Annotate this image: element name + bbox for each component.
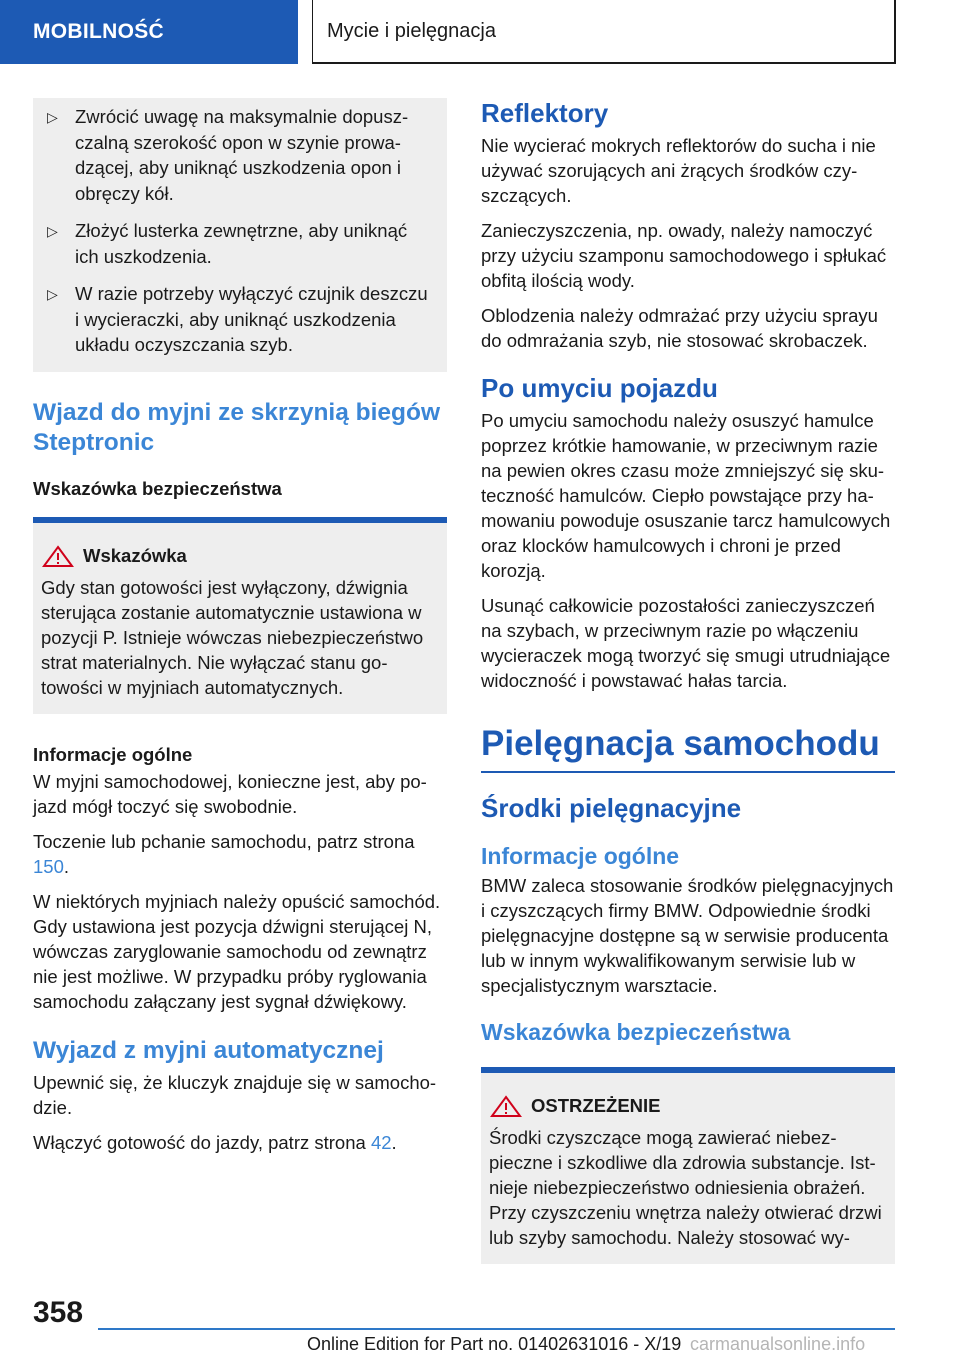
exit-paragraph-1: Upewnić się, że kluczyk znajduje się w samochodzie. xyxy=(33,1071,437,1118)
headlights-paragraph-3: Oblodzenia należy odmrażać przy użyciu sprayu do odmrażania szyb, nie stosować skrobaczek. xyxy=(481,305,878,351)
heading-safety-note: Wskazówka bezpieczeństwa xyxy=(481,1019,791,1045)
triangle-bullet-icon: ▷ xyxy=(47,109,58,125)
list-item-text: W razie potrzeby wyłączyć czujnik deszczu i wycieraczki, aby uniknąć uszkodzenia układu oczyszczania szyb. xyxy=(75,283,428,355)
triangle-bullet-icon: ▷ xyxy=(47,223,58,239)
exit-paragraph-2 xyxy=(33,1130,447,1155)
care-products-paragraph: BMW zaleca stosowanie środków pielęgnacyjnych i czyszczących firmy BMW. Odpowiednie środki pielęgnacyjne dostępne są w serwisie producenta lub w innym wykwalifikowanym serwisie lub w specjalistycznym warsztacie. xyxy=(481,875,894,996)
warning-title-row xyxy=(489,1095,887,1117)
footer-divider xyxy=(98,1328,895,1330)
notice-box xyxy=(33,517,447,714)
heading-exit-wash: Wyjazd z myjni automatycznej xyxy=(33,1036,384,1064)
right-column xyxy=(481,98,895,1264)
after-wash-paragraph-2: Usunąć całkowicie pozostałości zanieczyszczeń na szybach, w przeciwnym razie po włączeniu wycieraczek mogą tworzyć się smugi utrudniające widoczność i powstawać hałas tarcia. xyxy=(481,595,891,691)
page-number: 358 xyxy=(33,1296,84,1329)
notice-text: Gdy stan gotowości jest wyłączony, dźwignia sterująca zostanie automatycznie ustawiona w pozycji P. Istnieje wówczas niebezpieczeństwo strat materialnych. Nie wyłączać stanu gotowości w myjniach automatycznych. xyxy=(41,576,424,698)
safety-label: Wskazówka bezpieczeństwa xyxy=(33,477,282,499)
warning-triangle-icon xyxy=(489,1095,523,1117)
section-tab[interactable]: MOBILNOŚĆ xyxy=(0,0,298,64)
headlights-paragraph-1: Nie wycierać mokrych reflektorów do sucha i nie używać szorujących ani żrących środków czyszczących. xyxy=(481,135,876,206)
list-item xyxy=(47,104,433,206)
triangle-bullet-icon: ▷ xyxy=(47,286,58,302)
watermark: carmanualsonline.info xyxy=(690,1334,866,1354)
heading-underline xyxy=(481,771,895,773)
exit-paragraph-2-end: . xyxy=(391,1131,397,1153)
heading-car-care: Pielęgnacja samochodu xyxy=(481,724,880,763)
heading-general-info: Informacje ogólne xyxy=(481,843,680,869)
heading-steptronic: Wjazd do myjni ze skrzynią biegów Steptronic xyxy=(33,398,441,456)
warning-triangle-icon xyxy=(41,545,75,567)
heading-care-products: Środki pielęgnacyjne xyxy=(481,793,742,823)
list-item xyxy=(47,218,433,269)
notice-title-row xyxy=(41,545,439,567)
general-paragraph-1: W myjni samochodowej, konieczne jest, aby pojazd mógł toczyć się swobodnie. xyxy=(33,770,427,817)
heading-after-wash: Po umyciu pojazdu xyxy=(481,373,718,403)
footer-edition: Online Edition for Part no. 01402631016 - X/19 xyxy=(307,1334,682,1354)
warning-text: Środki czyszczące mogą zawierać niebezpieczne i szkodliwe dla zdrowia substancje. Istnieje niebezpieczeństwo odniesienia obrażeń. Przy czyszczeniu wnętrza należy otwierać drzwi lub szyby samochodu. Należy stosować wy- xyxy=(489,1127,882,1248)
exit-paragraph-2-text: Włączyć gotowość do jazdy, patrz strona xyxy=(33,1131,371,1153)
headlights-paragraph-2: Zanieczyszczenia, np. owady, należy namoczyć przy użyciu szamponu samochodowego i spłukać obfitą ilością wody. xyxy=(481,220,887,291)
list-item-text: Złożyć lusterka zewnętrzne, aby uniknąć ich uszkodzenia. xyxy=(75,220,408,267)
chapter-title: Mycie i pielęgnacja xyxy=(312,0,896,64)
heading-headlights: Reflektory xyxy=(481,98,609,128)
list-item-text: Zwrócić uwagę na maksymalnie dopuszczalną szerokość opon w szynie prowadzącej, aby uniknąć uszkodzenia opon i obręczy kół. xyxy=(75,106,409,204)
general-paragraph-2-end: . xyxy=(63,855,70,877)
general-paragraph-2-text: Toczenie lub pchanie samochodu, patrz strona xyxy=(33,830,415,852)
general-paragraph-3: W niektórych myjniach należy opuścić samochód. Gdy ustawiona jest pozycja dźwigni sterującej N, wówczas zaryglowanie samochodu od zewnątrz nie jest możliwe. W przypadku próby ryglowania samochodu załączany jest sygnał dźwiękowy. xyxy=(33,890,441,1012)
list-item xyxy=(47,281,433,358)
checklist-box xyxy=(33,98,447,372)
left-column xyxy=(33,98,447,1165)
page-link-150[interactable]: 150 xyxy=(33,855,64,877)
notice-title: Wskazówka xyxy=(83,544,187,566)
warning-title: OSTRZEŻENIE xyxy=(531,1095,661,1116)
general-info-label: Informacje ogólne xyxy=(33,743,193,765)
warning-box xyxy=(481,1067,895,1264)
page-link-42[interactable]: 42 xyxy=(370,1131,392,1153)
general-paragraph-2 xyxy=(33,829,447,879)
after-wash-paragraph-1: Po umyciu samochodu należy osuszyć hamulce poprzez krótkie hamowanie, w przeciwnym razie na pewien okres czasu może zmniejszyć się skuteczność hamulców. Ciepło powstające przy hamowaniu powoduje osuszanie tarcz hamulcowych oraz klocków hamulcowych i chroni je przed korozją. xyxy=(481,410,891,581)
